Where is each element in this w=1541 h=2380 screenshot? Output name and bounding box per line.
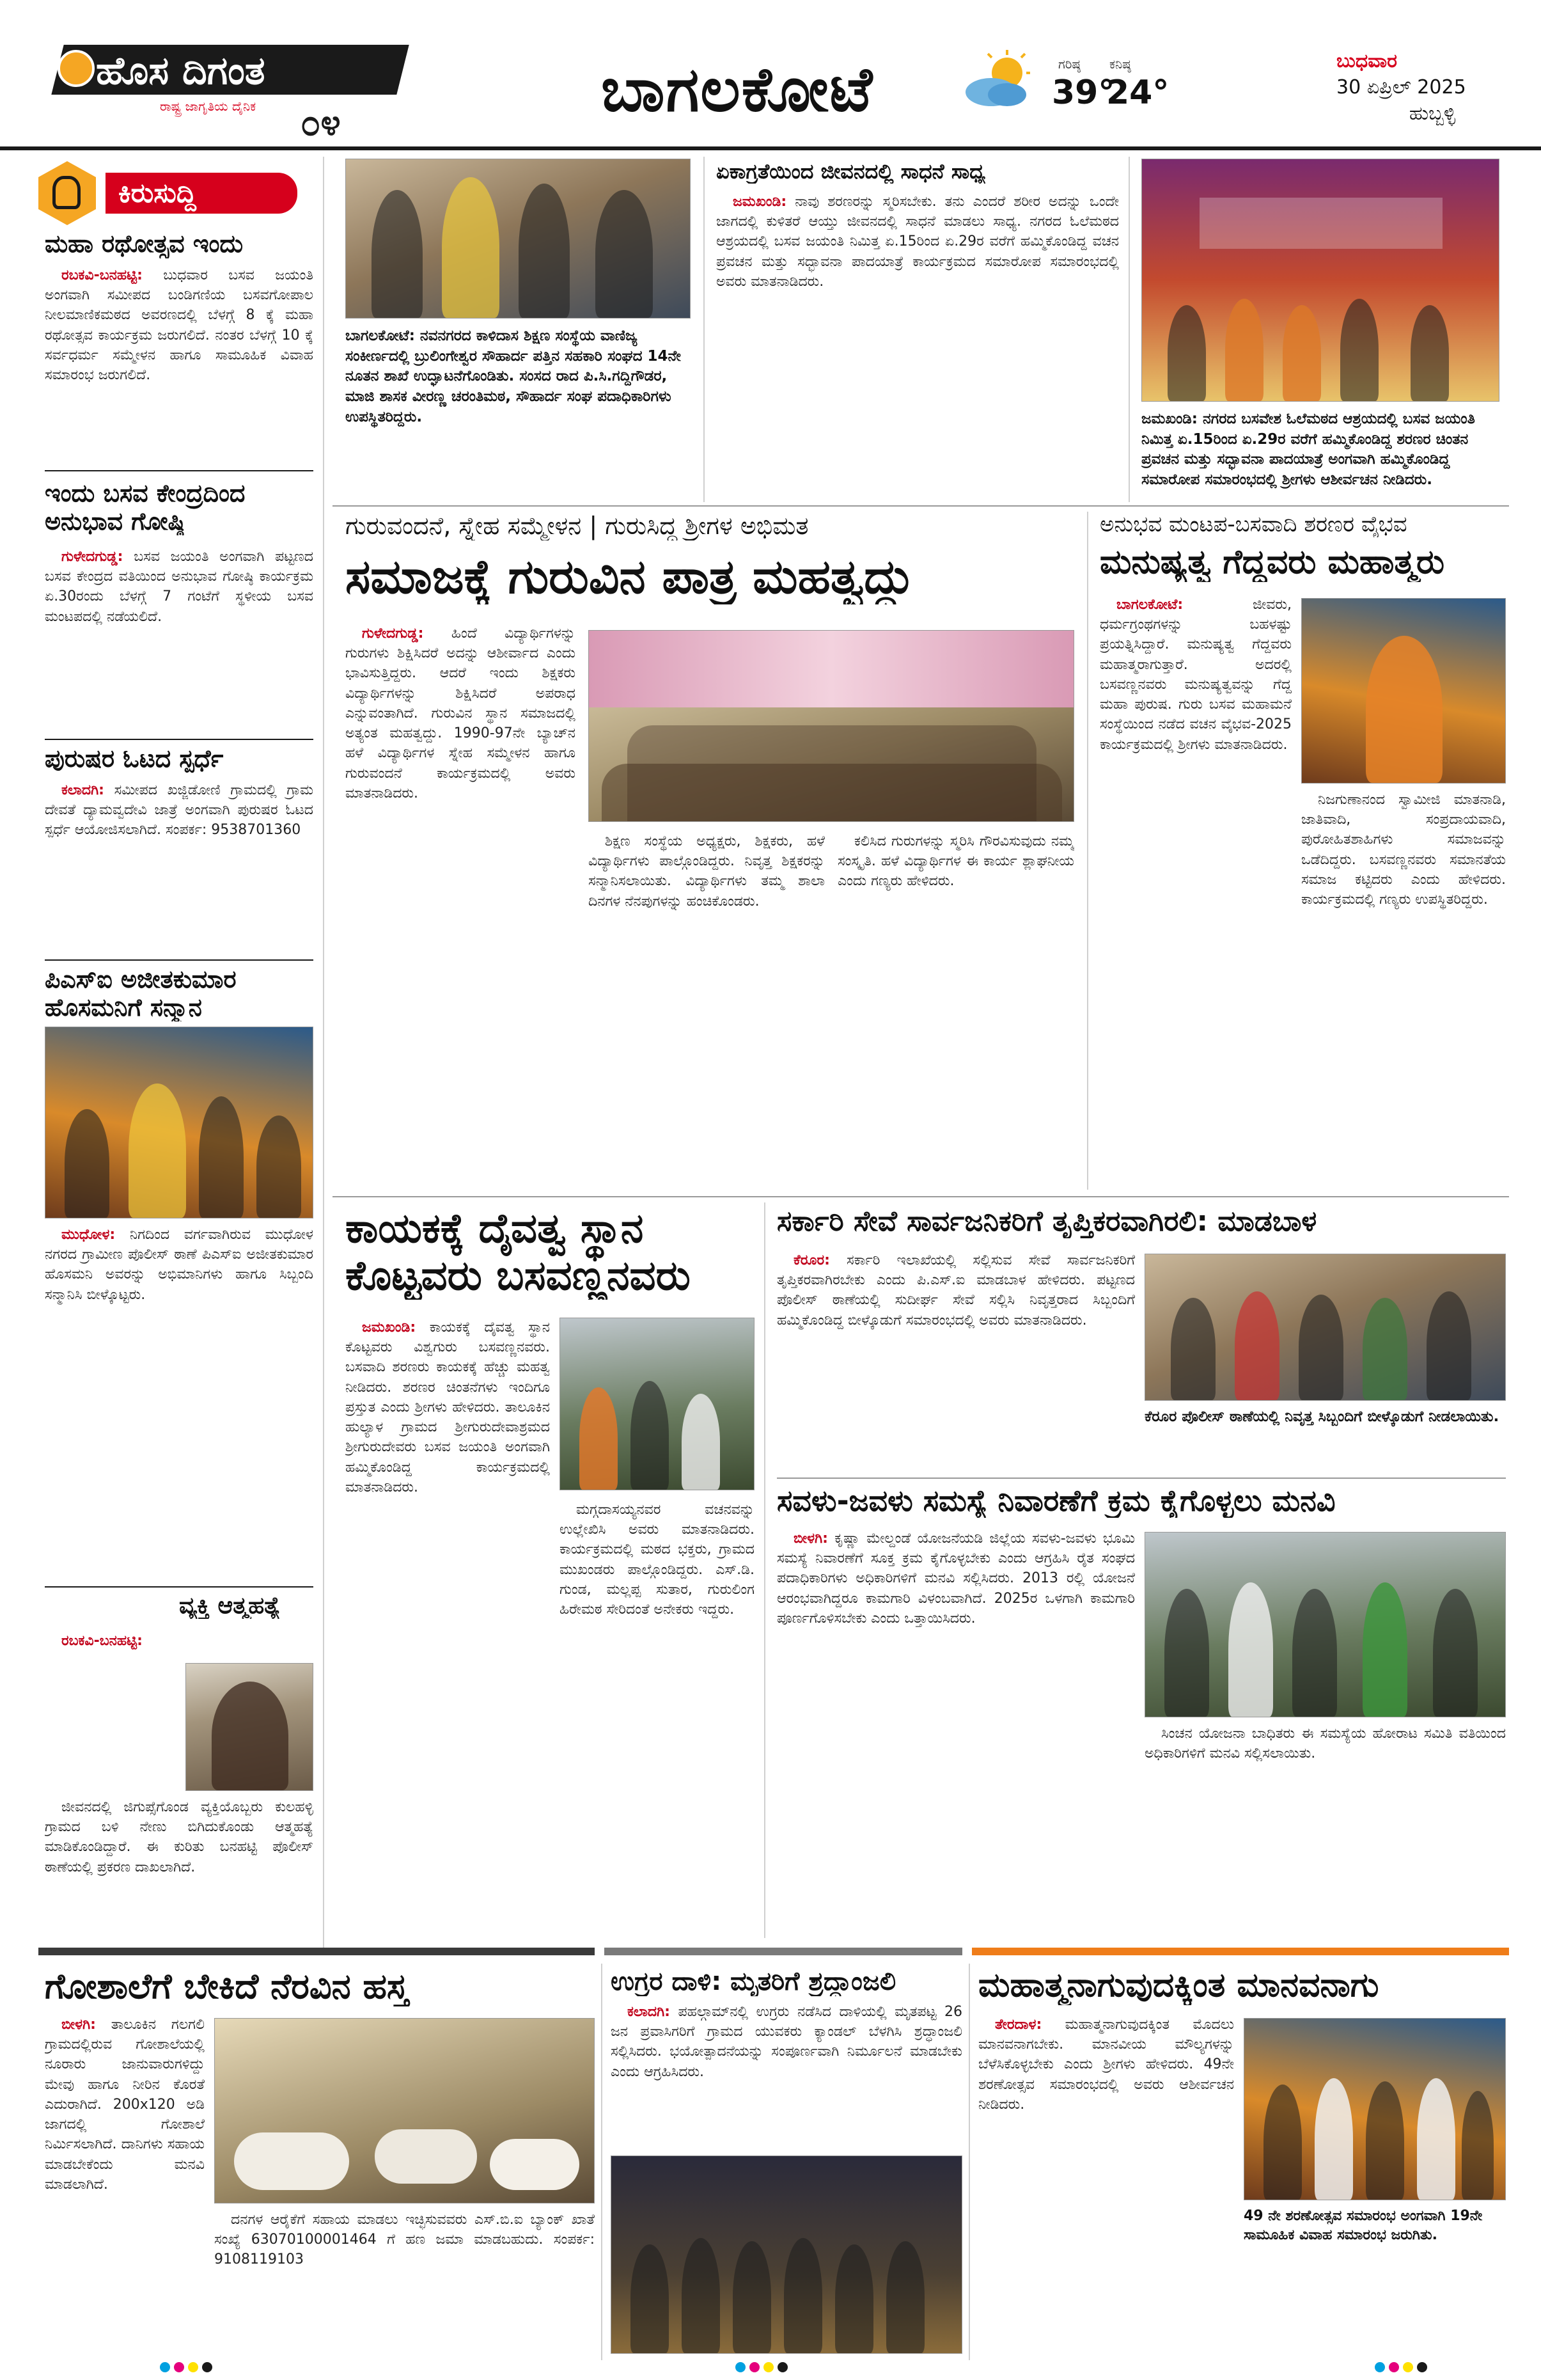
temp-max-label: ಗರಿಷ್ಠ <box>1058 56 1081 72</box>
brief-headline: ಪುರುಷರ ಓಟದ ಸ್ಪರ್ಧೆ <box>45 745 224 773</box>
story-headline: ಸರ್ಕಾರಿ ಸೇವೆ ಸಾರ್ವಜನಿಕರಿಗೆ ತೃಪ್ತಿಕರವಾಗಿರಲಿ: ಮಾಡಬಾಳ <box>777 1206 1317 1238</box>
photo-caption: ಸಿಂಚನ ಯೋಜನಾ ಬಾಧಿತರು ಈ ಸಮಸ್ಯೆಯ ಹೋರಾಟ ಸಮಿತಿ ವತಿಯಿಂದ ಅಧಿಕಾರಿಗಳಿಗೆ ಮನವಿ ಸಲ್ಲಿಸಲಾಯಿತು. <box>1145 1726 1506 1762</box>
brief-body: ಕಲಾದಗಿ: ಸಮೀಪದ ಖಜ್ಜಿಡೋಣಿ ಗ್ರಾಮದಲ್ಲಿ ಗ್ರಾಮ ದೇವತೆ ದ್ಯಾಮವ್ವದೇವಿ ಜಾತ್ರೆ ಅಂಗವಾಗಿ ಪುರುಷರ ಓಟದ ಸ್ಪರ್ಧೆ ಆಯೋಜಿಸಲಾಗಿದೆ. ಸಂಪರ್ಕ: 9538701360 <box>45 782 313 839</box>
story-body: ಶಿಕ್ಷಣ ಸಂಸ್ಥೆಯ ಅಧ್ಯಕ್ಷರು, ಶಿಕ್ಷಕರು, ಹಳೆ ವಿದ್ಯಾರ್ಥಿಗಳು ಪಾಲ್ಗೊಂಡಿದ್ದರು. ನಿವೃತ್ತ ಶಿಕ್ಷಕರನ್ನು ಸನ್ಮಾನಿಸಲಾಯಿತು. ವಿದ್ಯಾರ್ಥಿಗಳು ತಮ್ಮ ಶಾಲಾ ದಿನಗಳ ನೆನಪುಗಳನ್ನು ಹಂಚಿಕೊಂಡರು. <box>588 833 825 910</box>
story-headline: ಗೋಶಾಲೆಗೆ ಬೇಕಿದೆ ನೆರವಿನ ಹಸ್ತ <box>45 1967 409 2006</box>
branch-inauguration-photo <box>345 159 691 319</box>
memorandum-photo <box>1145 1532 1506 1717</box>
date-block <box>1336 50 1528 125</box>
story-body: ತೇರದಾಳ: ಮಹಾತ್ಮನಾಗುವುದಕ್ಕಿಂತ ಮೊದಲು ಮಾನವನಾಗಬೇಕು. ಮಾನವೀಯ ಮೌಲ್ಯಗಳನ್ನು ಬೆಳೆಸಿಕೊಳ್ಳಬೇಕು ಎಂದು ಶ್ರೀಗಳು ಹೇಳಿದರು. 49ನೇ ಶರಣೋತ್ಸವ ಸಮಾರಂಭದಲ್ಲಿ ಅವರು ಆಶೀರ್ವಚನ ನೀಡಿದರು. <box>978 2017 1234 2113</box>
brief-body: ಗುಳೇದಗುಡ್ಡ: ಬಸವ ಜಯಂತಿ ಅಂಗವಾಗಿ ಪಟ್ಟಣದ ಬಸವ ಕೇಂದ್ರದ ವತಿಯಿಂದ ಅನುಭಾವ ಗೋಷ್ಠಿ ಕಾರ್ಯಕ್ರಮ ಏ.30ರಂದು ಬೆಳಗ್ಗೆ 7 ಗಂಟೆಗೆ ಸ್ಥಳೀಯ ಬಸವ ಮಂಟಪದಲ್ಲಿ ನಡೆಯಲಿದೆ. <box>45 549 313 625</box>
temp-max: 39° <box>1052 74 1115 112</box>
story-headline: ಕಾಯಕಕ್ಕೆ ದೈವತ್ವ ಸ್ಥಾನ ಕೊಟ್ಟವರು ಬಸವಣ್ಣನವರು <box>345 1206 691 1300</box>
weekday: ಬುಧವಾರ <box>1336 50 1397 72</box>
story-headline: ಮನುಷ್ಯತ್ವ ಗೆದ್ದವರು ಮಹಾತ್ಮರು <box>1100 544 1444 581</box>
photo-caption: ಕೆರೂರ ಪೊಲೀಸ್ ಠಾಣೆಯಲ್ಲಿ ನಿವೃತ್ತ ಸಿಬ್ಬಂದಿಗೆ ಬೀಳ್ಕೊಡುಗೆ ನೀಡಲಾಯಿತು. <box>1145 1408 1499 1425</box>
farewell-photo <box>1145 1254 1506 1401</box>
photo-caption: ಬಾಗಲಕೋಟೆ: ನವನಗರದ ಕಾಳಿದಾಸ ಶಿಕ್ಷಣ ಸಂಸ್ಥೆಯ ವಾಣಿಜ್ಯ ಸಂಕೀರ್ಣದಲ್ಲಿ ಬ್ರುಲಿಂಗೇಶ್ವರ ಸೌಹಾರ್ದ ಪತ್ತಿನ ಸಹಕಾರಿ ಸಂಘದ 14ನೇ ನೂತನ ಶಾಖೆ ಉದ್ಘಾಟನೆಗೊಂಡಿತು. ಸಂಸದ ರಾದ ಪಿ.ಸಿ.ಗದ್ದಿಗೌಡರ, ಮಾಜಿ ಶಾಸಕ ವೀರಣ್ಣ ಚರಂತಿಮಠ, ಸೌಹಾರ್ದ ಸಂಘ ಪದಾಧಿಕಾರಿಗಳು ಉಪಸ್ಥಿತರಿದ್ದರು. <box>345 327 681 425</box>
temp-min-label: ಕನಿಷ್ಠ <box>1109 56 1131 72</box>
city-title: ಬಾಗಲಕೋಟೆ <box>601 54 874 125</box>
page-number: ೦೪ <box>301 102 341 144</box>
story-body: ದನಗಳ ಆರೈಕೆಗೆ ಸಹಾಯ ಮಾಡಲು ಇಚ್ಛಿಸುವವರು ಎಸ್.ಬಿ.ಐ ಬ್ಯಾಂಕ್ ಖಾತೆ ಸಂಖ್ಯೆ 63070100001464 ಗೆ ಹಣ ಜಮಾ ಮಾಡಬಹುದು. ಸಂಪರ್ಕ: 9108119103 <box>214 2212 595 2268</box>
ashram-event-photo <box>559 1318 755 1490</box>
pointing-hand-icon <box>52 176 81 209</box>
story-body: ಕಲಿಸಿದ ಗುರುಗಳನ್ನು ಸ್ಮರಿಸಿ ಗೌರವಿಸುವುದು ನಮ್ಮ ಸಂಸ್ಕೃತಿ. ಹಳೆ ವಿದ್ಯಾರ್ಥಿಗಳ ಈ ಕಾರ್ಯ ಶ್ಲಾಘನೀಯ ಎಂದು ಗಣ್ಯರು ಹೇಳಿದರು. <box>838 833 1074 890</box>
stage-event-photo <box>1141 159 1499 402</box>
story-body: ನಿಜಗುಣಾನಂದ ಸ್ವಾಮೀಜಿ ಮಾತನಾಡಿ, ಜಾತಿವಾದಿ, ಸಂಪ್ರದಾಯವಾದಿ, ಪುರೋಹಿತಶಾಹಿಗಳು ಸಮಾಜವನ್ನು ಒಡೆದಿದ್ದರು. ಬಸವಣ್ಣನವರು ಸಮಾನತೆಯ ಸಮಾಜ ಕಟ್ಟಿದರು ಎಂದು ಹೇಳಿದರು. ಕಾರ್ಯಕ್ರಮದಲ್ಲಿ ಗಣ್ಯರು ಉಪಸ್ಥಿತರಿದ್ದರು. <box>1301 792 1506 908</box>
story-headline: ಉಗ್ರರ ದಾಳಿ: ಮೃತರಿಗೆ ಶ್ರದ್ಧಾಂಜಲಿ <box>611 1967 896 1996</box>
wedding-ceremony-photo <box>1244 2018 1506 2200</box>
edition-city: ಹುಬ್ಬಳ್ಳಿ <box>1409 102 1456 125</box>
kirusuddi-title: ಕಿರುಸುದ್ದಿ <box>106 173 297 214</box>
story-kicker: ಗುರುವಂದನೆ, ಸ್ನೇಹ ಸಮ್ಮೇಳನ | ಗುರುಸಿದ್ಧ ಶ್ರೀಗಳ ಅಭಿಮತ <box>345 512 809 540</box>
story-body: ಜಮಖಂಡಿ: ನಾವು ಶರಣರನ್ನು ಸ್ಮರಿಸಬೇಕು. ತನು ಎಂದರೆ ಶರೀರ ಅದನ್ನು ಒಂದೇ ಜಾಗದಲ್ಲಿ ಕುಳಿತರೆ ಆಯ್ತು ಜೀವನದಲ್ಲಿ ಸಾಧನೆ ಮಾಡಲು ಸಾಧ್ಯ. ನಗರದ ಓಲೆಮಠದ ಆಶ್ರಯದಲ್ಲಿ ಬಸವ ಜಯಂತಿ ನಿಮಿತ್ತ ಏ.15ರಿಂದ ಏ.29ರ ವರೆಗೆ ಹಮ್ಮಿಕೊಂಡಿದ್ದ ವಚನ ಪ್ರವಚನ ಮತ್ತು ಸದ್ಭಾವನಾ ಪಾದಯಾತ್ರೆ ಕಾರ್ಯಕ್ರಮದ ಸಮಾರೋಪ ಸಮಾರಂಭದಲ್ಲಿ ಅವರು ಮಾತನಾಡಿದರು. <box>716 194 1119 290</box>
print-registration-marks <box>160 2362 212 2375</box>
photo-caption: 49 ನೇ ಶರಣೋತ್ಸವ ಸಮಾರಂಭ ಅಂಗವಾಗಿ 19ನೇ ಸಾಮೂಹಿಕ ವಿವಾಹ ಸಮಾರಂಭ ಜರುಗಿತು. <box>1244 2208 1483 2244</box>
story-headline: ಏಕಾಗ್ರತೆಯಿಂದ ಜೀವನದಲ್ಲಿ ಸಾಧನೆ ಸಾಧ್ಯ <box>716 160 986 184</box>
story-body: ಗುಳೇದಗುಡ್ಡ: ಹಿಂದೆ ವಿದ್ಯಾರ್ಥಿಗಳನ್ನು ಗುರುಗಳು ಶಿಕ್ಷಿಸಿದರೆ ಅದನ್ನು ಆಶೀರ್ವಾದ ಎಂದು ಭಾವಿಸುತ್ತಿದ್ದರು. ಆದರೆ ಇಂದು ಶಿಕ್ಷಕರು ವಿದ್ಯಾರ್ಥಿಗಳನ್ನು ಶಿಕ್ಷಿಸಿದರೆ ಅಪರಾಧ ಎನ್ನುವಂತಾಗಿದೆ. ಗುರುವಿನ ಸ್ಥಾನ ಸಮಾಜದಲ್ಲಿ ಅತ್ಯಂತ ಮಹತ್ವದ್ದು. 1990-97ನೇ ಬ್ಯಾಚ್‌ನ ಹಳೆ ವಿದ್ಯಾರ್ಥಿಗಳ ಸ್ನೇಹ ಸಮ್ಮೇಳನ ಹಾಗೂ ಗುರುವಂದನೆ ಕಾರ್ಯಕ್ರಮದಲ್ಲಿ ಅವರು ಮಾತನಾಡಿದರು. <box>345 626 575 801</box>
story-body: ಕಲಾದಗಿ: ಪಹಲ್ಗಾಮ್‌ನಲ್ಲಿ ಉಗ್ರರು ನಡೆಸಿದ ದಾಳಿಯಲ್ಲಿ ಮೃತಪಟ್ಟ 26 ಜನ ಪ್ರವಾಸಿಗರಿಗೆ ಗ್ರಾಮದ ಯುವಕರು ಕ್ಯಾಂಡಲ್ ಬೆಳಗಿಸಿ ಶ್ರದ್ಧಾಂಜಲಿ ಸಲ್ಲಿಸಿದರು. ಭಯೋತ್ಪಾದನೆಯನ್ನು ಸಂಪೂರ್ಣವಾಗಿ ನಿರ್ಮೂಲನೆ ಮಾಡಬೇಕು ಎಂದು ಆಗ್ರಹಿಸಿದರು. <box>611 2004 962 2080</box>
story-body: ಜಮಖಂಡಿ: ಕಾಯಕಕ್ಕೆ ದೈವತ್ವ ಸ್ಥಾನ ಕೊಟ್ಟವರು ವಿಶ್ವಗುರು ಬಸವಣ್ಣನವರು. ಬಸವಾದಿ ಶರಣರು ಕಾಯಕಕ್ಕೆ ಹೆಚ್ಚು ಮಹತ್ವ ನೀಡಿದರು. ಶರಣರ ಚಿಂತನೆಗಳು ಇಂದಿಗೂ ಪ್ರಸ್ತುತ ಎಂದು ಶ್ರೀಗಳು ಹೇಳಿದರು. ತಾಲೂಕಿನ ಹುಲ್ಯಾಳ ಗ್ರಾಮದ ಶ್ರೀಗುರುದೇವಾಶ್ರಮದ ಶ್ರೀಗುರುದೇವರು ಬಸವ ಜಯಂತಿ ಅಂಗವಾಗಿ ಹಮ್ಮಿಕೊಂಡಿದ್ದ ಕಾರ್ಯಕ್ರಮದಲ್ಲಿ ಮಾತನಾಡಿದರು. <box>345 1320 550 1495</box>
portrait-photo <box>185 1663 313 1791</box>
story-headline: ಮಹಾತ್ಮನಾಗುವುದಕ್ಕಿಂತ ಮಾನವನಾಗು <box>978 1967 1379 2005</box>
cattle-shed-photo <box>214 2018 595 2203</box>
story-body: ಮಗ್ಗದಾಸಯ್ಯನವರ ವಚನವನ್ನು ಉಲ್ಲೇಖಿಸಿ ಅವರು ಮಾತನಾಡಿದರು. ಕಾರ್ಯಕ್ರಮದಲ್ಲಿ ಮಠದ ಭಕ್ತರು, ಗ್ರಾಮದ ಮುಖಂಡರು ಪಾಲ್ಗೊಂಡಿದ್ದರು. ಎಸ್.ಡಿ. ಗುಂಡ, ಮಲ್ಲಪ್ಪ ಸುತಾರ, ಗುರುಲಿಂಗ ಹಿರೇಮಠ ಸೇರಿದಂತೆ ಅನೇಕರು ಇದ್ದರು. <box>559 1502 755 1618</box>
brief-headline: ಮಹಾ ರಥೋತ್ಸವ ಇಂದು <box>45 230 244 258</box>
speaker-photo <box>1301 598 1506 784</box>
brief-headline: ವ್ಯಕ್ತಿ ಆತ್ಮಹತ್ಯೆ <box>179 1593 281 1619</box>
partly-cloudy-icon <box>962 49 1033 113</box>
brief-body: ರಬಕವಿ-ಬನಹಟ್ಟಿ: ಬುಧವಾರ ಬಸವ ಜಯಂತಿ ಅಂಗವಾಗಿ ಸಮೀಪದ ಬಂಡಿಗಣಿಯ ಬಸವಗೋಪಾಲ ನೀಲಮಾಣಿಕಮಠದ ಅವರಣದಲ್ಲಿ ಬೆಳಗ್ಗೆ 8 ಕ್ಕೆ ಮಹಾ ರಥೋತ್ಸವ ಕಾರ್ಯಕ್ರಮ ಜರುಗಲಿದೆ. ನಂತರ ಬೆಳಗ್ಗೆ 10 ಕ್ಕೆ ಸರ್ವಧರ್ಮ ಸಮ್ಮೇಳನ ಹಾಗೂ ಸಾಮೂಹಿಕ ವಿವಾಹ ಸಮಾರಂಭ ಜರುಗಲಿದೆ. <box>45 267 313 384</box>
brief-headline: ಇಂದು ಬಸವ ಕೇಂದ್ರದಿಂದ ಅನುಭಾವ ಗೋಷ್ಠಿ <box>45 480 246 535</box>
story-body: ಬೀಳಗಿ: ಕೃಷ್ಣಾ ಮೇಲ್ದಂಡೆ ಯೋಜನೆಯಡಿ ಜಿಲ್ಲೆಯ ಸವಳು-ಜವಳು ಭೂಮಿ ಸಮಸ್ಯೆ ನಿವಾರಣೆಗೆ ಸೂಕ್ತ ಕ್ರಮ ಕೈಗೊಳ್ಳಬೇಕು ಎಂದು ಆಗ್ರಹಿಸಿ ರೈತ ಸಂಘದ ಪದಾಧಿಕಾರಿಗಳು ಅಧಿಕಾರಿಗಳಿಗೆ ಮನವಿ ಸಲ್ಲಿಸಿದರು. 2013 ರಲ್ಲಿ ಯೋಜನೆ ಆರಂಭವಾಗಿದ್ದರೂ ಕಾಮಗಾರಿ ವಿಳಂಬವಾಗಿದೆ. 2025ರ ಒಳಗಾಗಿ ಕಾಮಗಾರಿ ಪೂರ್ಣಗೊಳಿಸಬೇಕು ಎಂದು ಒತ್ತಾಯಿಸಿದರು. <box>777 1531 1135 1627</box>
group-photo <box>588 630 1074 822</box>
brand-tagline: ರಾಷ್ಟ್ರ ಜಾಗೃತಿಯ ದೈನಿಕ <box>160 99 256 114</box>
felicitation-photo <box>45 1027 313 1218</box>
story-body: ಬೀಳಗಿ: ತಾಲೂಕಿನ ಗಲಗಲಿ ಗ್ರಾಮದಲ್ಲಿರುವ ಗೋಶಾಲೆಯಲ್ಲಿ ನೂರಾರು ಜಾನುವಾರುಗಳಿದ್ದು ಮೇವು ಹಾಗೂ ನೀರಿನ ಕೊರತೆ ಎದುರಾಗಿದೆ. 200x120 ಅಡಿ ಜಾಗದಲ್ಲಿ ಗೋಶಾಲೆ ನಿರ್ಮಿಸಲಾಗಿದೆ. ದಾನಿಗಳು ಸಹಾಯ ಮಾಡಬೇಕೆಂದು ಮನವಿ ಮಾಡಲಾಗಿದೆ. <box>45 2017 205 2193</box>
brief-body: ಮುಧೋಳ: ನಿಗದಿಂದ ವರ್ಗವಾಗಿರುವ ಮುಧೋಳ ನಗರದ ಗ್ರಾಮೀಣ ಪೊಲೀಸ್ ಠಾಣೆ ಪಿಎಸ್‌ಐ ಅಜೀತಕುಮಾರ ಹೊಸಮನಿ ಅವರನ್ನು ಅಭಿಮಾನಿಗಳು ಹಾಗೂ ಸಿಬ್ಬಂದಿ ಸನ್ಮಾನಿಸಿ ಬೀಳ್ಕೊಟ್ಟರು. <box>45 1227 313 1303</box>
lotus-logo-icon <box>58 50 95 87</box>
masthead <box>0 0 1541 150</box>
story-body: ಬಾಗಲಕೋಟೆ: ಜೀವರು, ಧರ್ಮಗ್ರಂಥಗಳನ್ನು ಬಹಳಷ್ಟು ಪ್ರಯತ್ನಿಸಿದ್ದಾರೆ. ಮನುಷ್ಯತ್ವ ಗೆದ್ದವರು ಮಹಾತ್ಮರಾಗುತ್ತಾರೆ. ಅದರಲ್ಲಿ ಬಸವಣ್ಣನವರು ಮನುಷ್ಯತ್ವವನ್ನು ಗೆದ್ದ ಮಹಾ ಪುರುಷ. ಗುರು ಬಸವ ಮಹಾಮನೆ ಸಂಸ್ಥೆಯಿಂದ ನಡೆದ ವಚನ ವೈಭವ-2025 ಕಾರ್ಯಕ್ರಮದಲ್ಲಿ ಶ್ರೀಗಳು ಮಾತನಾಡಿದರು. <box>1100 597 1292 753</box>
story-body: ಕೆರೂರ: ಸರ್ಕಾರಿ ಇಲಾಖೆಯಲ್ಲಿ ಸಲ್ಲಿಸುವ ಸೇವೆ ಸಾರ್ವಜನಿಕರಿಗೆ ತೃಪ್ತಿಕರವಾಗಿರಬೇಕು ಎಂದು ಪಿ.ಎಸ್.ಐ ಮಾಡಬಾಳ ಹೇಳಿದರು. ಪಟ್ಟಣದ ಪೊಲೀಸ್ ಠಾಣೆಯಲ್ಲಿ ಸುದೀರ್ಘ ಸೇವೆ ಸಲ್ಲಿಸಿ ನಿವೃತ್ತರಾದ ಸಿಬ್ಬಂದಿಗೆ ಹಮ್ಮಿಕೊಂಡಿದ್ದ ಬೀಳ್ಕೊಡುಗೆ ಸಮಾರಂಭದಲ್ಲಿ ಅವರು ಮಾತನಾಡಿದರು. <box>777 1252 1135 1328</box>
brief-headline: ಪಿಎಸ್‌ಐ ಅಜೀತಕುಮಾರ ಹೊಸಮನಿಗೆ ಸನ್ಮಾನ <box>45 966 237 1021</box>
print-registration-marks <box>1375 2362 1427 2375</box>
brief-body: ಜೀವನದಲ್ಲಿ ಜಿಗುಪ್ಸೆಗೊಂಡ ವ್ಯಕ್ತಿಯೊಬ್ಬರು ಕುಲಹಳ್ಳಿ ಗ್ರಾಮದ ಬಳಿ ನೇಣು ಬಿಗಿದುಕೊಂಡು ಆತ್ಮಹತ್ಯೆ ಮಾಡಿಕೊಂಡಿದ್ದಾರೆ. ಈ ಕುರಿತು ಬನಹಟ್ಟಿ ಪೊಲೀಸ್ ಠಾಣೆಯಲ್ಲಿ ಪ್ರಕರಣ ದಾಖಲಾಗಿದೆ. <box>45 1799 313 1875</box>
story-headline: ಸಮಾಜಕ್ಕೆ ಗುರುವಿನ ಪಾತ್ರ ಮಹತ್ವದ್ದು <box>345 550 914 604</box>
brief-body: ರಬಕವಿ-ಬನಹಟ್ಟಿ: <box>61 1633 143 1649</box>
issue-date: 30 ಏಪ್ರಿಲ್ 2025 <box>1336 76 1466 99</box>
temp-min: 24° <box>1106 74 1169 112</box>
photo-caption: ಜಮಖಂಡಿ: ನಗರದ ಬಸವೇಶ ಓಲೆಮಠದ ಆಶ್ರಯದಲ್ಲಿ ಬಸವ ಜಯಂತಿ ನಿಮಿತ್ತ ಏ.15ರಿಂದ ಏ.29ರ ವರೆಗೆ ಹಮ್ಮಿಕೊಂಡಿದ್ದ ಶರಣರ ಚಿಂತನ ಪ್ರವಚನ ಮತ್ತು ಸದ್ಭಾವನಾ ಪಾದಯಾತ್ರೆ ಅಂಗವಾಗಿ ಹಮ್ಮಿಕೊಂಡಿದ್ದ ಸಮಾರೋಪ ಸಮಾರಂಭದಲ್ಲಿ ಶ್ರೀಗಳು ಆಶೀರ್ವಚನ ನೀಡಿದರು. <box>1141 411 1475 489</box>
story-kicker: ಅನುಭವ ಮಂಟಪ-ಬಸವಾದಿ ಶರಣರ ವೈಭವ <box>1100 512 1407 537</box>
brand-name: ಹೊಸ ದಿಗಂತ <box>96 49 265 93</box>
brand-logo-block <box>58 45 403 144</box>
story-headline: ಸವಳು-ಜವಳು ಸಮಸ್ಯೆ ನಿವಾರಣೆಗೆ ಕ್ರಮ ಕೈಗೊಳ್ಳಲು ಮನವಿ <box>777 1484 1336 1518</box>
candle-vigil-photo <box>611 2155 962 2354</box>
print-registration-marks <box>735 2362 788 2375</box>
